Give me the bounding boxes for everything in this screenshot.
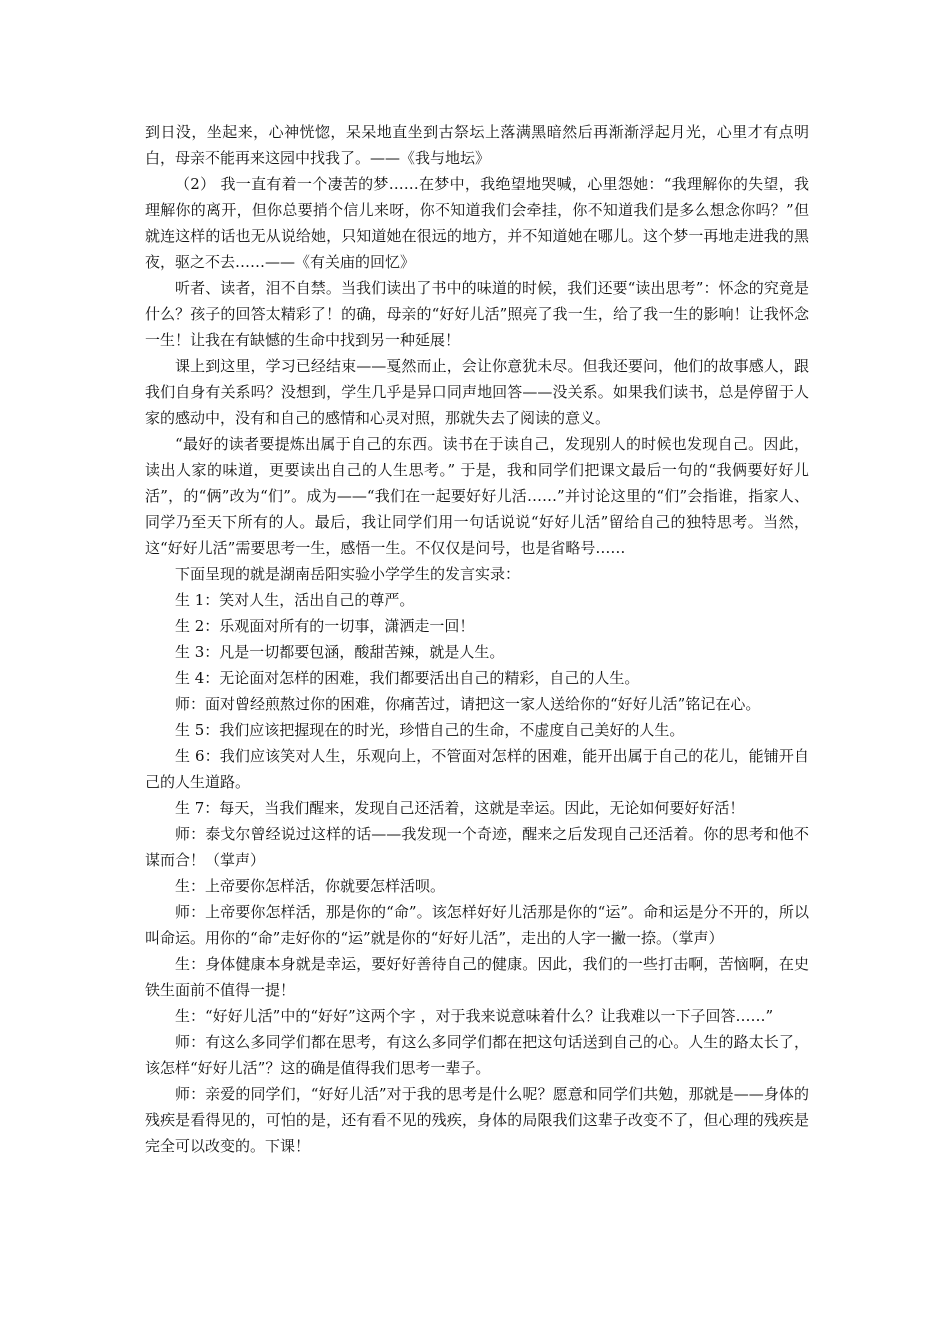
paragraph-lesson-end: 课上到这里，学习已经结束——戛然而止，会让你意犹未尽。但我还要问，他们的故事感人，跟我们自身有关系吗？没想到，学生几乎是异口同声地回答——没关系。如果我们读书，总是停留于人家的感动中，没有和自己的感情和心灵对照，那就失去了阅读的意义。 bbox=[145, 357, 809, 427]
paragraph-best-reader: “最好的读者要提炼出属于自己的东西。读书在于读自己，发现别人的时候也发现自己。因此，读出人家的味道，更要读出自己的人生思考。” 于是，我和同学们把课文最后一句的“我俩要好好儿活”，的“俩”改为“们”。成为——“我们在一起要好好儿活……”并讨论这里的“们”会指谁，指家人、同学乃至天下所有的人。最后，我让同学们用一句话说说“好好儿活”留给自己的独特思考。当然，这“好好儿活”需要思考一生，感悟一生。不仅仅是问号，也是省略号…… bbox=[145, 435, 809, 557]
transcript-line: 生：上帝要你怎样活，你就要怎样活呗。 bbox=[175, 877, 446, 895]
transcript-line: 生：“好好儿活”中的“好好”这两个字 ，对于我来说意味着什么？让我难以一下子回答……” bbox=[175, 1007, 774, 1025]
transcript-line: 师：上帝要你怎样活，那是你的“命”。该怎样好好儿活那是你的“运”。命和运是分不开的，所以叫命运。用你的“命”走好你的“运”就是你的“好好儿活”，走出的人字一撇一捺。（掌声） bbox=[145, 903, 809, 947]
transcript-line: 师：泰戈尔曾经说过这样的话——我发现一个奇迹，醒来之后发现自己还活着。你的思考和他不谋而合！（掌声） bbox=[145, 825, 809, 869]
transcript-line: 师：有这么多同学们都在思考，有这么多同学们都在把这句话送到自己的心。人生的路太长了，该怎样“好好儿活”？这的确是值得我们思考一辈子。 bbox=[145, 1033, 809, 1077]
transcript-line: 师：亲爱的同学们，“好好儿活”对于我的思考是什么呢？愿意和同学们共勉，那就是——身体的残疾是看得见的，可怕的是，还有看不见的残疾，身体的局限我们这辈子改变不了，但心理的残疾是完全可以改变的。下课！ bbox=[145, 1085, 809, 1155]
transcript-line: 生：身体健康本身就是幸运，要好好善待自己的健康。因此，我们的一些打击啊，苦恼啊，在史铁生面前不值得一提！ bbox=[145, 955, 809, 999]
transcript-line: 师：面对曾经煎熬过你的困难，你痛苦过，请把这一家人送给你的“好好儿活”铭记在心。 bbox=[175, 695, 761, 713]
document-body bbox=[145, 119, 809, 1159]
paragraph-continuation: 到日没，坐起来，心神恍惚，呆呆地直坐到古祭坛上落满黑暗然后再渐渐浮起月光，心里才有点明白，母亲不能再来这园中找我了。——《我与地坛》 bbox=[145, 123, 809, 167]
transcript-line: 生 6：我们应该笑对人生，乐观向上，不管面对怎样的困难，能开出属于自己的花儿，能铺开自己的人生道路。 bbox=[145, 747, 809, 791]
transcript-line: 生 2：乐观面对所有的一切事，潇洒走一回！ bbox=[175, 617, 475, 635]
transcript-line: 生 5：我们应该把握现在的时光，珍惜自己的生命，不虚度自己美好的人生。 bbox=[175, 721, 685, 739]
transcript-line: 生 7：每天，当我们醒来，发现自己还活着，这就是幸运。因此，无论如何要好好活！ bbox=[175, 799, 745, 817]
paragraph-quote-dream: （2） 我一直有着一个凄苦的梦……在梦中，我绝望地哭喊，心里怨她：“我理解你的失望，我理解你的离开，但你总要捎个信儿来呀，你不知道我们会牵挂，你不知道我们是多么想念你吗？”但就连这样的话也无从说给她，只知道她在很远的地方，并不知道她在哪儿。这个梦一再地走进我的黑夜，驱之不去……——《有关庙的回忆》 bbox=[145, 175, 809, 271]
paragraph-transcript-intro: 下面呈现的就是湖南岳阳实验小学学生的发言实录： bbox=[175, 565, 521, 583]
transcript-line: 生 3：凡是一切都要包涵，酸甜苦辣，就是人生。 bbox=[175, 643, 505, 661]
transcript-line: 生 4：无论面对怎样的困难，我们都要活出自己的精彩，自己的人生。 bbox=[175, 669, 640, 687]
transcript-line: 生 1：笑对人生，活出自己的尊严。 bbox=[175, 591, 415, 609]
paragraph-reflection: 听者、读者，泪不自禁。当我们读出了书中的味道的时候，我们还要“读出思考”：怀念的究竟是什么？孩子的回答太精彩了！的确，母亲的“好好儿活”照亮了我一生，给了我一生的影响！让我怀念一生！让我在有缺憾的生命中找到另一种延展！ bbox=[145, 279, 809, 349]
